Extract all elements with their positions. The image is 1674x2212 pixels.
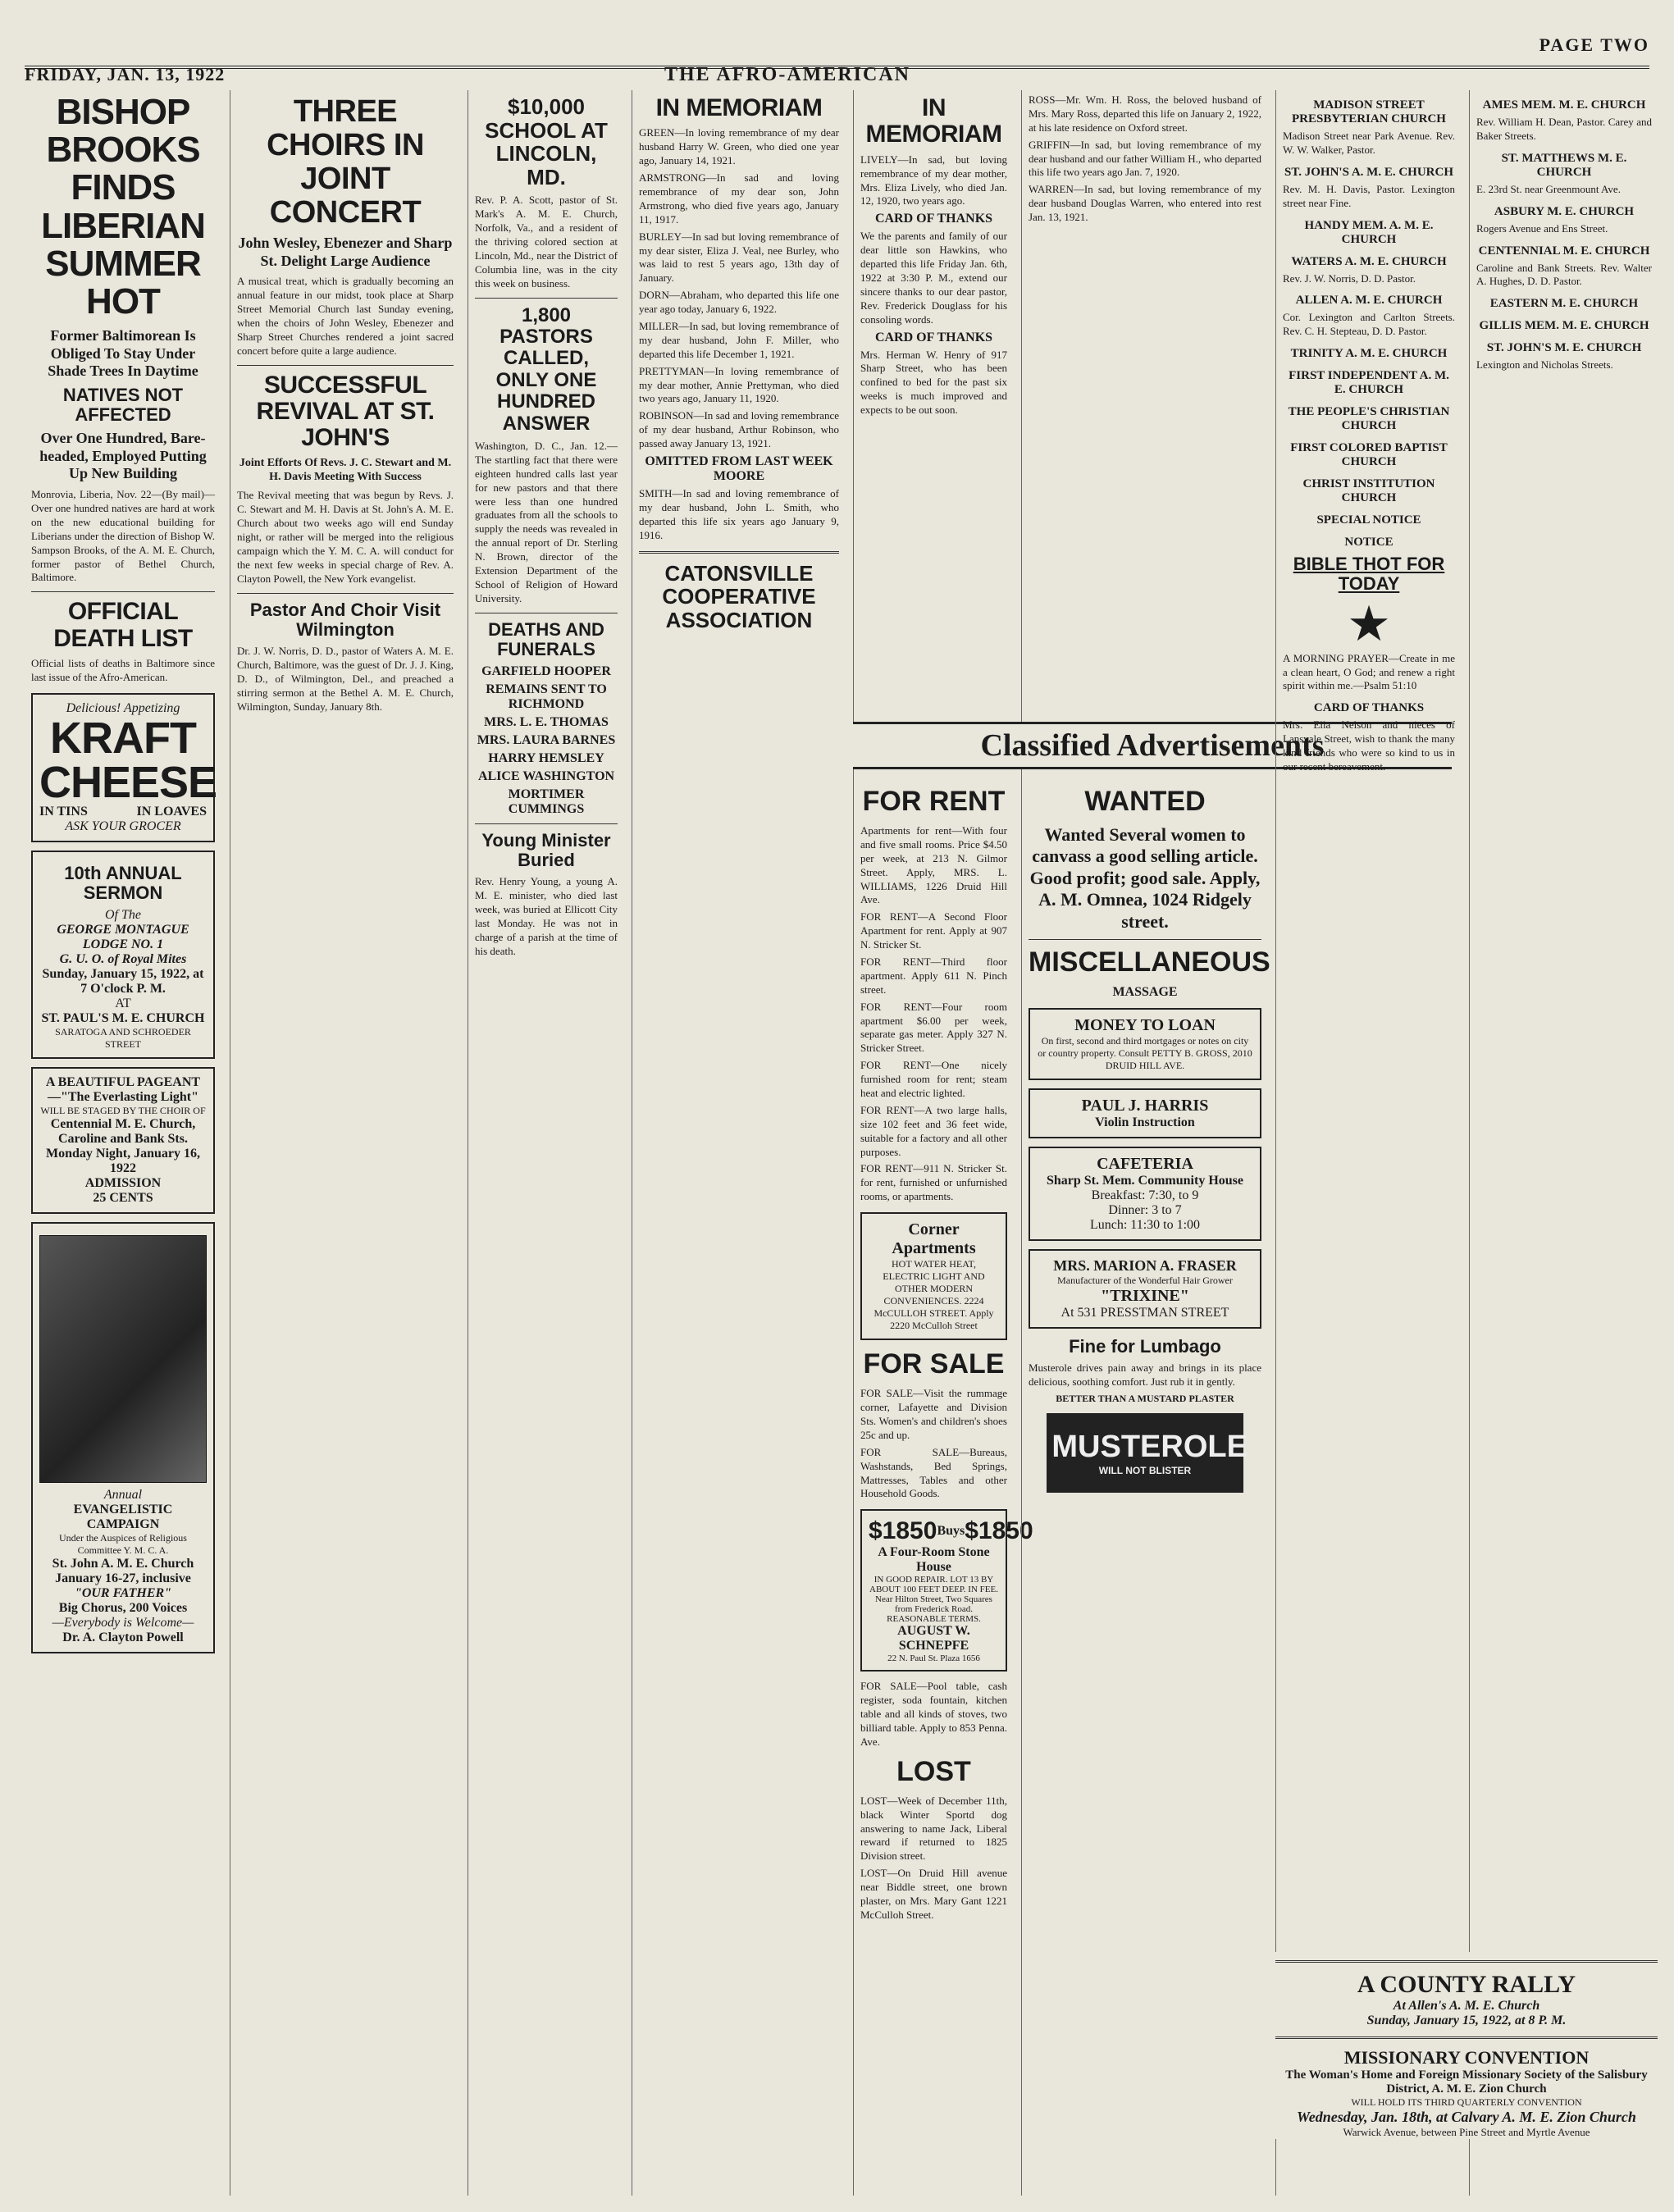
article-young-minister: Rev. Henry Young, a young A. M. E. minister, who died last week, was buried at Ellicott City last Monday. He was not in charge of a parish at the time of his death. xyxy=(475,875,618,957)
memorial-notice: GREEN—In loving remembrance of my dear husband Harry W. Green, who died one year ago, January 14, 1921. xyxy=(639,126,839,167)
headline-lincoln-school: $10,000 SCHOOL AT LINCOLN, MD. xyxy=(485,94,608,189)
pageant-date: Monday Night, January 16, 1922 xyxy=(45,1147,201,1176)
church-heading: ST. JOHN'S A. M. E. CHURCH xyxy=(1284,165,1453,179)
lumbago-body: Musterole drives pain away and brings in its place delicious, soothing comfort. Just rub it in gently. xyxy=(1029,1361,1261,1389)
for-rent-heading: FOR RENT xyxy=(862,786,1006,817)
church-details: E. 23rd St. near Greenmount Ave. xyxy=(1476,182,1621,195)
classified-right-column xyxy=(1021,779,1268,2196)
card-of-thanks-heading: CARD OF THANKS xyxy=(874,212,993,226)
price-right: $1850 xyxy=(965,1517,1033,1545)
campaign-chorus: Big Chorus, 200 Voices xyxy=(58,1601,188,1616)
issue-date: FRIDAY, JAN. 13, 1922 xyxy=(25,64,226,84)
church-heading: ST. JOHN'S M. E. CHURCH xyxy=(1486,341,1642,355)
headline-pastor-choir: Pastor And Choir Visit Wilmington xyxy=(249,599,441,640)
sermon-title: 10th ANNUAL SERMON xyxy=(64,862,182,904)
column-7 xyxy=(1275,90,1462,2196)
church-details: Cor. Lexington and Carlton Streets. Rev. C. H. Stepteau, D. D. Pastor. xyxy=(1283,311,1455,338)
memorial-notice: ROBINSON—In sad and loving remembrance of my dear husband, Arthur Robinson, who passed away January 13, 1921. xyxy=(639,409,839,450)
fraser-sub: Manufacturer of the Wonderful Hair Grower xyxy=(1057,1274,1233,1286)
church-heading: TRINITY A. M. E. CHURCH xyxy=(1290,347,1448,361)
stone-house-body: IN GOOD REPAIR. LOT 13 BY ABOUT 100 FEET DEEP. IN FEE. Near Hilton Street, Two Squares from Frederick Road. REASONABLE TERMS. xyxy=(869,1575,998,1625)
masthead xyxy=(25,16,1649,85)
headline-pastors-called: 1,800 PASTORS CALLED, ONLY ONE HUNDRED ANSWER xyxy=(495,303,597,435)
massage-heading: MASSAGE xyxy=(1112,984,1178,999)
church-heading: FIRST INDEPENDENT A. M. E. CHURCH xyxy=(1289,369,1449,397)
money-body: On first, second and third mortgages or notes on city or country property. Consult PETTY B. GROSS, 2010 DRUID HILL AVE. xyxy=(1038,1034,1252,1071)
paper-name: THE AFRO-AMERICAN xyxy=(664,64,911,85)
headline-bishop-brooks: BISHOP BROOKS FINDS LIBERIAN SUMMER HOT xyxy=(41,92,205,322)
rent-listing: FOR RENT—911 N. Stricker St. for rent, furnished or unfurnished rooms, or apartments. xyxy=(860,1162,1007,1203)
notice-heading: NOTICE xyxy=(1344,536,1393,550)
pageant-price: 25 CENTS xyxy=(93,1191,153,1206)
cafeteria-lunch: Lunch: 11:30 to 1:00 xyxy=(1089,1217,1201,1232)
kraft-ask-grocer: ASK YOUR GROCER xyxy=(65,819,181,833)
column-8 xyxy=(1469,90,1658,2196)
memorial-notice: BURLEY—In sad but loving remembrance of my dear sister, Eliza J. Veal, nee Burley, who was laid to rest 5 years ago, 13th day of January. xyxy=(639,230,839,285)
headline-in-memoriam: IN MEMORIAM xyxy=(655,94,823,121)
headline-young-minister: Young Minister Buried xyxy=(481,830,611,871)
fraser-name: MRS. MARION A. FRASER xyxy=(1053,1257,1237,1274)
column-2 xyxy=(230,90,460,2196)
corner-apartments-title: Corner Apartments xyxy=(892,1220,976,1258)
column-3 xyxy=(468,90,624,2196)
campaign-speaker: Dr. A. Clayton Powell xyxy=(62,1630,184,1645)
convention-subtitle: The Woman's Home and Foreign Missionary Society of the Salisbury District, A. M. E. Zion Church xyxy=(1285,2068,1648,2096)
lost-listing: LOST—On Druid Hill avenue near Biddle street, one brown plaster, on Mrs. Mary Gant 1221 McCulloh Street. xyxy=(860,1867,1007,1921)
kraft-tins: IN TINS xyxy=(39,804,88,819)
sermon-date: Sunday, January 15, 1922, at 7 O'clock P. M. xyxy=(42,967,204,997)
subhead-natives: NATIVES NOT AFFECTED xyxy=(62,384,184,426)
campaign-annual: Annual xyxy=(103,1488,143,1503)
violin-ad xyxy=(1029,1088,1261,1138)
musterole-sub: WILL NOT BLISTER xyxy=(1098,1464,1192,1476)
wanted-ad: Wanted Several women to canvass a good selling article. Good profit; good sale. Apply, A. M. Omnea, 1024 Ridgely street. xyxy=(1029,824,1261,932)
church-heading: CHRIST INSTITUTION CHURCH xyxy=(1302,477,1435,505)
cafeteria-dinner: Dinner: 3 to 7 xyxy=(1108,1202,1182,1217)
article-three-choirs: A musical treat, which is gradually becoming an annual feature in our midst, took place at Sharp Street Memorial Church last Sunday evening, when the choirs of John Wesley, Ebenezer and Sharp Street Churches rendered a joint sacred concert before quite a large audience. xyxy=(237,275,454,357)
memorial-notice: ROSS—Mr. Wm. H. Ross, the beloved husband of Mrs. Mary Ross, departed this life on January 2, 1922, at his late residence on Oxford street. xyxy=(1029,93,1261,134)
lumbago-tag: BETTER THAN A MUSTARD PLASTER xyxy=(1056,1392,1234,1404)
church-heading: THE PEOPLE'S CHRISTIAN CHURCH xyxy=(1288,405,1450,433)
campaign-church: St. John A. M. E. Church xyxy=(52,1557,194,1571)
church-heading: AMES MEM. M. E. CHURCH xyxy=(1482,98,1646,112)
church-heading: ST. MATTHEWS M. E. CHURCH xyxy=(1501,151,1627,179)
stone-house-ad xyxy=(860,1509,1033,1672)
fraser-address: At 531 PRESSTMAN STREET xyxy=(1061,1305,1229,1320)
rent-listing: Apartments for rent—With four and five small rooms. Price $4.50 per week, at 213 N. Gilmor Street. Apply, MRS. L. WILLIAMS, 1226 Druid Hill Ave. xyxy=(860,824,1007,906)
cafeteria-breakfast: Breakfast: 7:30, to 9 xyxy=(1091,1188,1199,1202)
musterole-brand: MUSTEROLE xyxy=(1051,1429,1248,1464)
wanted-heading: WANTED xyxy=(1084,786,1206,817)
cafeteria-title: CAFETERIA xyxy=(1097,1154,1193,1173)
rally-title: A COUNTY RALLY xyxy=(1357,1971,1576,1998)
kraft-brand: KRAFT CHEESE xyxy=(39,713,217,807)
rally-date: Sunday, January 15, 1922, at 8 P. M. xyxy=(1366,2014,1567,2027)
rent-listing: FOR RENT—One nicely furnished room for rent; steam heat and electric lighted. xyxy=(860,1059,1007,1100)
death-notice-heading: REMAINS SENT TO RICHMOND xyxy=(486,682,607,712)
church-heading: FIRST COLORED BAPTIST CHURCH xyxy=(1290,441,1448,469)
memorial-notice: MILLER—In sad, but loving remembrance of my dear husband, John F. Miller, who departed this life December 1, 1921. xyxy=(639,319,839,360)
column-1 xyxy=(25,90,221,2196)
fraser-product: "TRIXINE" xyxy=(1101,1286,1189,1305)
column-4 xyxy=(632,90,846,2196)
death-notice-heading: ALICE WASHINGTON xyxy=(477,769,615,784)
divider xyxy=(1029,939,1261,940)
headline-death-list: OFFICIAL DEATH LIST xyxy=(53,598,193,652)
death-notice-heading: GARFIELD HOOPER xyxy=(481,664,611,679)
sale-listing: FOR SALE—Bureaus, Washstands, Bed Springs, Mattresses, Tables and other Household Goods. xyxy=(860,1445,1007,1500)
deck-revival: Joint Efforts Of Revs. J. C. Stewart and M. H. Davis Meeting With Success xyxy=(239,456,452,483)
deck-bishop-brooks: Former Baltimorean Is Obliged To Stay Under Shade Trees In Daytime xyxy=(48,327,198,380)
special-notice-heading: SPECIAL NOTICE xyxy=(1316,513,1421,527)
cafeteria-ad xyxy=(1029,1147,1261,1241)
fraser-ad xyxy=(1029,1249,1261,1329)
headline-in-memoriam-2: IN MEMORIAM xyxy=(865,94,1002,148)
church-details: Rev. M. H. Davis, Pastor. Lexington street near Fine. xyxy=(1283,182,1455,209)
speaker-photo xyxy=(39,1235,207,1483)
rent-listing: FOR RENT—Four room apartment $6.00 per week, separate gas meter. Apply 327 N. Stricker Street. xyxy=(860,1000,1007,1055)
sermon-of: Of The xyxy=(105,908,141,923)
article-lincoln-school: Rev. P. A. Scott, pastor of St. Mark's A. M. E. Church, Norfolk, Va., and a resident of the thriving colored section at Lincoln, Md., near the District of Columbia line, was in the city this week on business. xyxy=(475,194,618,290)
divider xyxy=(31,591,215,592)
classified-banner: Classified Advertisements xyxy=(853,722,1452,769)
headline-three-choirs: THREE CHOIRS IN JOINT CONCERT xyxy=(267,94,424,230)
sermon-at: AT xyxy=(115,997,131,1011)
deck-natives: Over One Hundred, Bare-headed, Employed Putting Up New Building xyxy=(39,430,207,482)
church-details: Caroline and Bank Streets. Rev. Walter A. Hughes, D. D. Pastor. xyxy=(1476,261,1652,288)
death-notice-heading: MRS. LAURA BARNES xyxy=(477,733,616,748)
money-to-loan-ad xyxy=(1029,1008,1261,1080)
church-heading: CENTENNIAL M. E. CHURCH xyxy=(1478,244,1650,258)
campaign-auspices: Under the Auspices of Religious Committee Y. M. C. A. xyxy=(59,1532,187,1557)
musterole-logo xyxy=(1047,1413,1248,1493)
card-of-thanks: We the parents and family of our dear little son Hawkins, who departed this life Friday Jan. 6th, 1922 at 3:30 P. M., extend our sincere thanks to our dear pastor, Rev. Frederick Douglass for his consoling words. xyxy=(860,230,1007,326)
deck-three-choirs: John Wesley, Ebenezer and Sharp St. Delight Large Audience xyxy=(238,235,453,269)
pageant-admission: ADMISSION xyxy=(84,1176,162,1191)
headline-deaths-funerals: DEATHS AND FUNERALS xyxy=(488,618,604,659)
card-of-thanks: Mrs. Ella Nelson and nieces of Lansvale Street, wish to thank the many kind friends who were so kind to us in our recent bereavement. xyxy=(1283,718,1455,773)
death-notice-heading: HARRY HEMSLEY xyxy=(488,751,604,766)
lost-listing: LOST—Week of December 11th, black Winter Sportd dog answering to name Jack, Liberal reward if returned to 1825 Division street. xyxy=(860,1794,1007,1863)
rally-location: At Allen's A. M. E. Church xyxy=(1393,1999,1540,2013)
convention-address: Warwick Avenue, between Pine Street and Myrtle Avenue xyxy=(1343,2126,1590,2138)
convention-title: MISSIONARY CONVENTION xyxy=(1343,2047,1590,2068)
stone-house-agent: AUGUST W. SCHNEPFE xyxy=(897,1624,970,1653)
article-revival: The Revival meeting that was begun by Revs. J. C. Stewart and M. H. Davis at St. John's A. M. E. Church about two weeks ago will end Sunday night, or rather will be merged into the religious campaign which the Y. M. C. A. will conduct for the next few weeks in special charge of Rev. A. Clayton Powell, the New York evangelist. xyxy=(237,489,454,585)
campaign-dates: January 16-27, inclusive xyxy=(55,1571,191,1586)
bible-thot-body: A MORNING PRAYER—Create in me a clean heart, O God; and renew a right spirit within me.—Psalm 51:10 xyxy=(1283,651,1455,692)
church-heading: ASBURY M. E. CHURCH xyxy=(1494,204,1635,218)
kraft-tagline: Delicious! Appetizing xyxy=(66,700,180,715)
bible-thot-heading: BIBLE THOT FOR TODAY xyxy=(1293,554,1445,595)
divider xyxy=(237,365,454,366)
divider xyxy=(1275,1960,1658,1963)
harris-name: PAUL J. HARRIS xyxy=(1081,1096,1209,1115)
divider xyxy=(475,298,618,299)
kraft-cheese-ad xyxy=(31,693,215,842)
memorial-notice: SMITH—In sad and loving remembrance of my dear husband, John L. Smith, who departed this life six years ago January 9, 1916. xyxy=(639,486,839,541)
corner-apartments-ad xyxy=(860,1212,1007,1340)
article-bishop-brooks: Monrovia, Liberia, Nov. 22—(By mail)—Over one hundred natives are hard at work on the new educational building for Liberians under the direction of Bishop W. Sampson Brooks, of the A. M. E. Church, former pastor of Bethel Church, Baltimore. xyxy=(31,488,215,584)
memorial-notice: DORN—Abraham, who departed this life one year ago today, January 6, 1922. xyxy=(639,289,839,316)
memorial-notice: LIVELY—In sad, but loving remembrance of my dear mother, Mrs. Eliza Lively, who died Jan. 12, 1920, two years ago. xyxy=(860,153,1007,208)
sermon-church: ST. PAUL'S M. E. CHURCH xyxy=(41,1011,205,1026)
church-details: Rev. William H. Dean, Pastor. Carey and Baker Streets. xyxy=(1476,116,1652,142)
pageant-by: WILL BE STAGED BY THE CHOIR OF xyxy=(40,1105,206,1117)
sermon-lodge: GEORGE MONTAGUE LODGE NO. 1 xyxy=(57,923,189,952)
price-left: $1850 xyxy=(869,1517,937,1545)
church-details: Madison Street near Park Avenue. Rev. W. W. Walker, Pastor. xyxy=(1283,130,1455,156)
card-of-thanks-heading: CARD OF THANKS xyxy=(874,330,993,344)
stone-house-title: A Four-Room Stone House xyxy=(878,1545,990,1575)
church-heading: EASTERN M. E. CHURCH xyxy=(1489,297,1639,311)
sale-listing: FOR SALE—Pool table, cash register, soda fountain, kitchen table and all kinds of stoves, two billiard table. Apply to 853 Penna. Ave. xyxy=(860,1680,1007,1748)
page-number: PAGE TWO xyxy=(1539,34,1649,55)
church-heading: HANDY MEM. A. M. E. CHURCH xyxy=(1304,218,1434,246)
campaign-theme: "OUR FATHER" xyxy=(74,1586,172,1601)
omitted-heading: OMITTED FROM LAST WEEK MOORE xyxy=(645,454,833,483)
church-details: Rev. J. W. Norris, D. D. Pastor. xyxy=(1283,271,1416,285)
divider xyxy=(237,593,454,594)
divider xyxy=(475,823,618,824)
money-title: MONEY TO LOAN xyxy=(1074,1015,1216,1034)
church-heading: GILLIS MEM. M. E. CHURCH xyxy=(1479,319,1649,333)
harris-sub: Violin Instruction xyxy=(1095,1115,1195,1129)
church-details: Lexington and Nicholas Streets. xyxy=(1476,358,1613,372)
lumbago-title: Fine for Lumbago xyxy=(1069,1335,1221,1357)
pageant-title: A BEAUTIFUL PAGEANT—"The Everlasting Light" xyxy=(45,1075,201,1105)
annual-sermon-ad xyxy=(31,851,215,1059)
death-notice-heading: MORTIMER CUMMINGS xyxy=(508,787,585,817)
memorial-notice: PRETTYMAN—In loving remembrance of my dear mother, Annie Prettyman, who died two years ago, January 11, 1920. xyxy=(639,364,839,405)
card-of-thanks: Mrs. Herman W. Henry of 917 Sharp Street, who has been confined to bed for the past six weeks is much improved and expects to be out soon. xyxy=(860,348,1007,417)
pageant-ad xyxy=(31,1067,215,1214)
star-icon: ★ xyxy=(1347,596,1391,651)
convention-quarterly: WILL HOLD ITS THIRD QUARTERLY CONVENTION xyxy=(1351,2096,1582,2108)
church-heading: WATERS A. M. E. CHURCH xyxy=(1291,254,1447,268)
cafeteria-body: Sharp St. Mem. Community House xyxy=(1046,1173,1243,1188)
campaign-title: EVANGELISTIC CAMPAIGN xyxy=(73,1503,173,1532)
article-pastor-choir: Dr. J. W. Norris, D. D., pastor of Waters A. M. E. Church, Baltimore, was the guest of Dr. J. J. King, D. D., of Wilmington, Del., and preached a stirring sermon at the Bethel A. M. E. Church, Wilmington, Sunday, January 8th. xyxy=(237,645,454,713)
classified-rent-column xyxy=(853,779,1033,2196)
convention-date: Wednesday, Jan. 18th, at Calvary A. M. E. Zion Church xyxy=(1297,2109,1636,2125)
kraft-loaves: IN LOAVES xyxy=(136,804,207,819)
memorial-notice: WARREN—In sad, but loving remembrance of my dear husband Douglas Warren, who entered into rest Jan. 13, 1921. xyxy=(1029,183,1261,224)
pageant-church: Centennial M. E. Church, Caroline and Bank Sts. xyxy=(50,1117,196,1147)
death-notice-heading: MRS. L. E. THOMAS xyxy=(484,715,609,730)
bottom-announcements xyxy=(1275,1952,1658,2139)
rent-listing: FOR RENT—A two large halls, size 102 feet and 36 feet wide, suitable for a factory and all other purposes. xyxy=(860,1103,1007,1158)
for-sale-heading: FOR SALE xyxy=(863,1348,1005,1380)
rent-listing: FOR RENT—A Second Floor Apartment for rent. Apply at 907 N. Stricker St. xyxy=(860,910,1007,951)
sermon-address: SARATOGA AND SCHROEDER STREET xyxy=(55,1026,191,1051)
church-heading: ALLEN A. M. E. CHURCH xyxy=(1295,294,1443,308)
sale-listing: FOR SALE—Visit the rummage corner, Lafayette and Division Sts. Women's and children's shoes 25c and up. xyxy=(860,1387,1007,1441)
corner-apartments-body: HOT WATER HEAT, ELECTRIC LIGHT AND OTHER MODERN CONVENIENCES. 2224 McCULLOH STREET. Apply 2220 McCulloh Street xyxy=(873,1258,994,1332)
memorial-notice: ARMSTRONG—In sad and loving remembrance of my dear son, John Armstrong, who died five years ago, January 11, 1917. xyxy=(639,171,839,226)
divider xyxy=(639,551,839,554)
rent-listing: FOR RENT—Third floor apartment. Apply 611 N. Pinch street. xyxy=(860,955,1007,996)
divider xyxy=(1275,2036,1658,2039)
stone-house-address: 22 N. Paul St. Plaza 1656 xyxy=(887,1653,980,1664)
article-pastors-called: Washington, D. C., Jan. 12.—The startling fact that there were eighteen hundred calls last year for new pastors and that there were less than one hundred graduates from all the schools to supply the needs was revealed in the annual report of Dr. Sterling N. Brown, director of the Extension Department of the School of Religion of Howard University. xyxy=(475,439,618,604)
headline-revival: SUCCESSFUL REVIVAL AT ST. JOHN'S xyxy=(256,371,435,452)
church-details: Rogers Avenue and Ens Street. xyxy=(1476,221,1608,235)
sermon-order: G. U. O. of Royal Mites xyxy=(59,952,187,967)
lost-heading: LOST xyxy=(896,1755,971,1787)
card-of-thanks-heading: CARD OF THANKS xyxy=(1313,701,1425,715)
miscellaneous-heading: MISCELLANEOUS xyxy=(1029,946,1270,978)
headline-catonsville: CATONSVILLE COOPERATIVE ASSOCIATION xyxy=(662,560,816,632)
article-death-list: Official lists of deaths in Baltimore since last issue of the Afro-American. xyxy=(31,657,215,683)
campaign-welcome: —Everybody is Welcome— xyxy=(52,1616,194,1630)
memorial-notice: GRIFFIN—In sad, but loving remembrance of my dear husband and our father William H., who departed this life two years ago Jan. 7, 1920. xyxy=(1029,138,1261,179)
church-heading: MADISON STREET PRESBYTERIAN CHURCH xyxy=(1292,98,1446,125)
evangelistic-campaign-ad xyxy=(31,1222,215,1653)
price-mid: Buys xyxy=(937,1524,965,1539)
